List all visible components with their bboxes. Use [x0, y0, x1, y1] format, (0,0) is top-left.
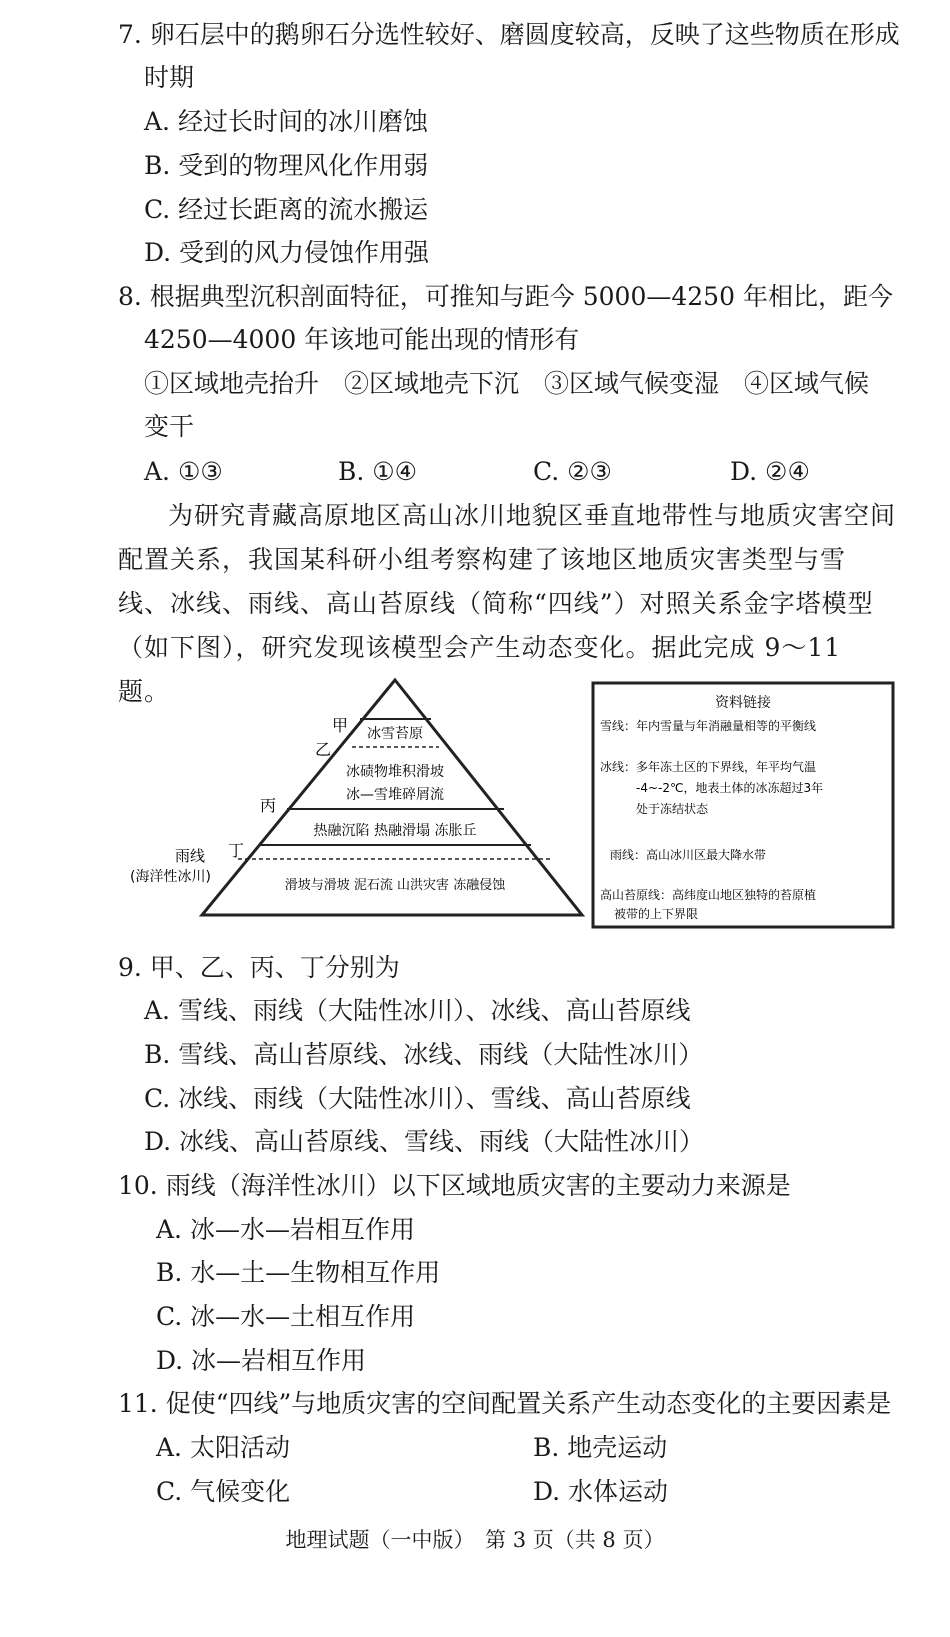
- q11-option-b[interactable]: B. 地壳运动: [533, 1433, 668, 1462]
- q7-option-b[interactable]: B. 受到的物理风化作用弱: [144, 151, 429, 180]
- info-rain: 雨线：高山冰川区最大降水带: [610, 848, 767, 862]
- layer-2-text-b: 冰—雪堆碎屑流: [346, 787, 444, 803]
- layer-1-text: 冰雪苔原: [367, 726, 423, 742]
- q7-stem-line2: 时期: [144, 63, 195, 92]
- q10-option-b[interactable]: B. 水—土—生物相互作用: [156, 1258, 441, 1287]
- label-rain-line-sub: (海洋性冰川): [130, 869, 211, 885]
- label-rain-line: 雨线: [175, 847, 206, 865]
- q7-option-a[interactable]: A. 经过长时间的冰川磨蚀: [144, 107, 428, 136]
- label-ding: 丁: [228, 841, 245, 860]
- q9-option-a[interactable]: A. 雪线、雨线（大陆性冰川）、冰线、高山苔原线: [144, 996, 691, 1025]
- info-box-title: 资料链接: [715, 695, 771, 711]
- layer-2-text-a: 冰碛物堆积滑坡: [346, 764, 444, 780]
- q11-stem: 11. 促使“四线”与地质灾害的空间配置关系产生动态变化的主要因素是: [118, 1389, 892, 1418]
- page-footer: 地理试题（一中版） 第 3 页（共 8 页）: [285, 1528, 665, 1552]
- q9-option-c[interactable]: C. 冰线、雨线（大陆性冰川）、雪线、高山苔原线: [144, 1084, 691, 1113]
- q8-option-c[interactable]: C. ②③: [533, 457, 612, 486]
- q11-option-c[interactable]: C. 气候变化: [156, 1477, 291, 1506]
- q8-option-d[interactable]: D. ②④: [730, 457, 810, 486]
- q7-option-c[interactable]: C. 经过长距离的流水搬运: [144, 195, 429, 224]
- info-ice-1: 冰线：多年冻土区的下界线，年平均气温: [600, 760, 817, 774]
- info-ice-2: -4~-2℃，地表土体的冰冻超过3年: [636, 781, 824, 795]
- q8-stem-line2: 4250—4000 年该地可能出现的情形有: [144, 325, 580, 354]
- info-tundra-2: 被带的上下界限: [614, 907, 699, 921]
- q9-stem: 9. 甲、乙、丙、丁分别为: [118, 953, 400, 982]
- q8-option-b[interactable]: B. ①④: [338, 457, 418, 486]
- pyramid-figure: [120, 675, 900, 935]
- info-snow: 雪线：年内雪量与年消融量相等的平衡线: [600, 719, 817, 733]
- q11-option-d[interactable]: D. 水体运动: [533, 1477, 669, 1506]
- q8-items-line1: ①区域地壳抬升 ②区域地壳下沉 ③区域气候变湿 ④区域气候: [144, 369, 870, 398]
- label-bing: 丙: [260, 796, 277, 815]
- q8-items-line2: 变干: [144, 412, 195, 441]
- q8-stem-line1: 8. 根据典型沉积剖面特征，可推知与距今 5000—4250 年相比，距今: [118, 282, 893, 311]
- layer-3-text: 热融沉陷 热融滑塌 冻胀丘: [313, 823, 477, 839]
- layer-4-text: 滑坡与滑坡 泥石流 山洪灾害 冻融侵蚀: [284, 878, 506, 893]
- q9-option-d[interactable]: D. 冰线、高山苔原线、雪线、雨线（大陆性冰川）: [144, 1127, 705, 1156]
- info-tundra-1: 高山苔原线：高纬度山地区独特的苔原植: [600, 888, 817, 902]
- passage-text: 为研究青藏高原地区高山冰川地貌区垂直地带性与地质灾害空间配置关系，我国某科研小组考察构建了该地区地质灾害类型与雪线、冰线、雨线、高山苔原线（简称“四线”）对照关系金字塔模型（如下图），研究发现该模型会产生动态变化。据此完成 9～11 题。: [118, 501, 897, 706]
- info-ice-3: 处于冻结状态: [636, 802, 709, 816]
- q10-option-a[interactable]: A. 冰—水—岩相互作用: [156, 1215, 415, 1244]
- label-yi: 乙: [315, 740, 332, 759]
- label-jia: 甲: [332, 716, 349, 735]
- q7-option-d[interactable]: D. 受到的风力侵蚀作用强: [144, 238, 430, 267]
- q10-option-d[interactable]: D. 冰—岩相互作用: [156, 1346, 367, 1375]
- q9-option-b[interactable]: B. 雪线、高山苔原线、冰线、雨线（大陆性冰川）: [144, 1040, 704, 1069]
- q11-option-a[interactable]: A. 太阳活动: [156, 1433, 290, 1462]
- q10-stem: 10. 雨线（海洋性冰川）以下区域地质灾害的主要动力来源是: [118, 1171, 791, 1200]
- q8-option-a[interactable]: A. ①③: [144, 457, 223, 486]
- q10-option-c[interactable]: C. 冰—水—土相互作用: [156, 1302, 416, 1331]
- q7-stem-line1: 7. 卵石层中的鹅卵石分选性较好、磨圆度较高，反映了这些物质在形成: [118, 20, 900, 49]
